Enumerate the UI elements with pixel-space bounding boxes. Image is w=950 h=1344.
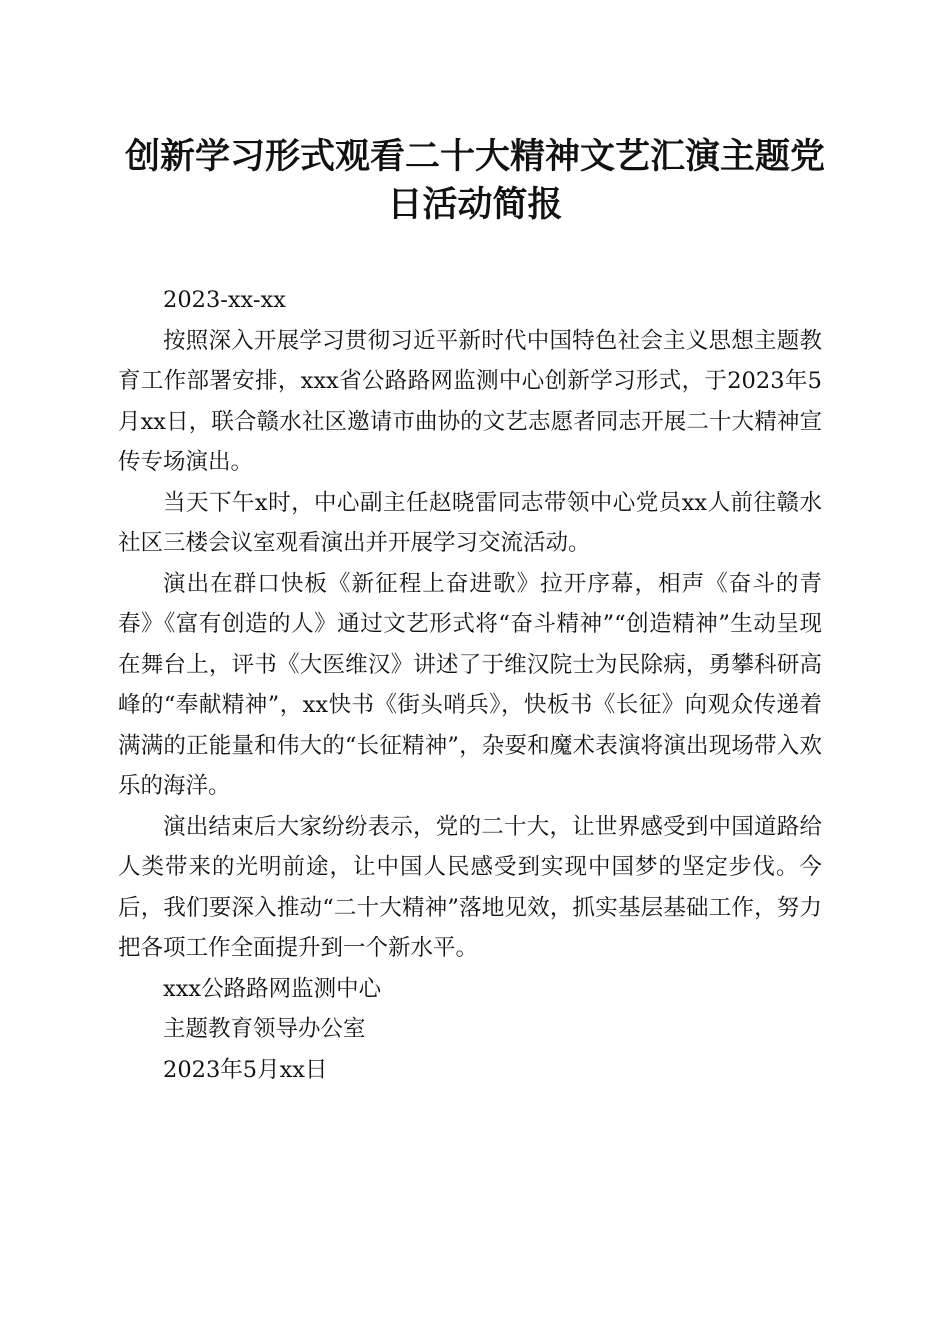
document-date: 2023-xx-xx bbox=[163, 287, 286, 313]
document-title: 创新学习形式观看二十大精神文艺汇演主题党日活动简报 bbox=[124, 136, 825, 225]
document-body bbox=[118, 280, 822, 1090]
paragraph-background: 按照深入开展学习贯彻习近平新时代中国特色社会主义思想主题教育工作部署安排，xxx省公路路网监测中心创新学习形式，于2023年5月xx日，联合赣水社区邀请市曲协的文艺志愿者同志开展二十大精神宣传专场演出。 bbox=[118, 327, 822, 475]
paragraph-performance: 演出在群口快板《新征程上奋进歌》拉开序幕，相声《奋斗的青春》《富有创造的人》通过文艺形式将“奋斗精神”“创造精神”生动呈现在舞台上，评书《大医维汉》讲述了于维汉院士为民除病，勇攀科研高峰的“奉献精神”，xx快书《街头哨兵》，快板书《长征》向观众传递着满满的正能量和伟大的“长征精神”，杂耍和魔术表演将演出现场带入欢乐的海洋。 bbox=[118, 570, 822, 799]
signature-date: 2023年5月xx日 bbox=[163, 1056, 328, 1083]
signature-office: 主题教育领导办公室 bbox=[163, 1016, 366, 1042]
paragraph-attendance: 当天下午x时，中心副主任赵晓雷同志带领中心党员xx人前往赣水社区三楼会议室观看演出并开展学习交流活动。 bbox=[118, 489, 822, 556]
signature-organization: xxx公路路网监测中心 bbox=[163, 975, 382, 1002]
paragraph-reflection: 演出结束后大家纷纷表示，党的二十大，让世界感受到中国道路给人类带来的光明前途，让中国人民感受到实现中国梦的坚定步伐。今后，我们要深入推动“二十大精神”落地见效，抓实基层基础工作，努力把各项工作全面提升到一个新水平。 bbox=[118, 813, 822, 961]
